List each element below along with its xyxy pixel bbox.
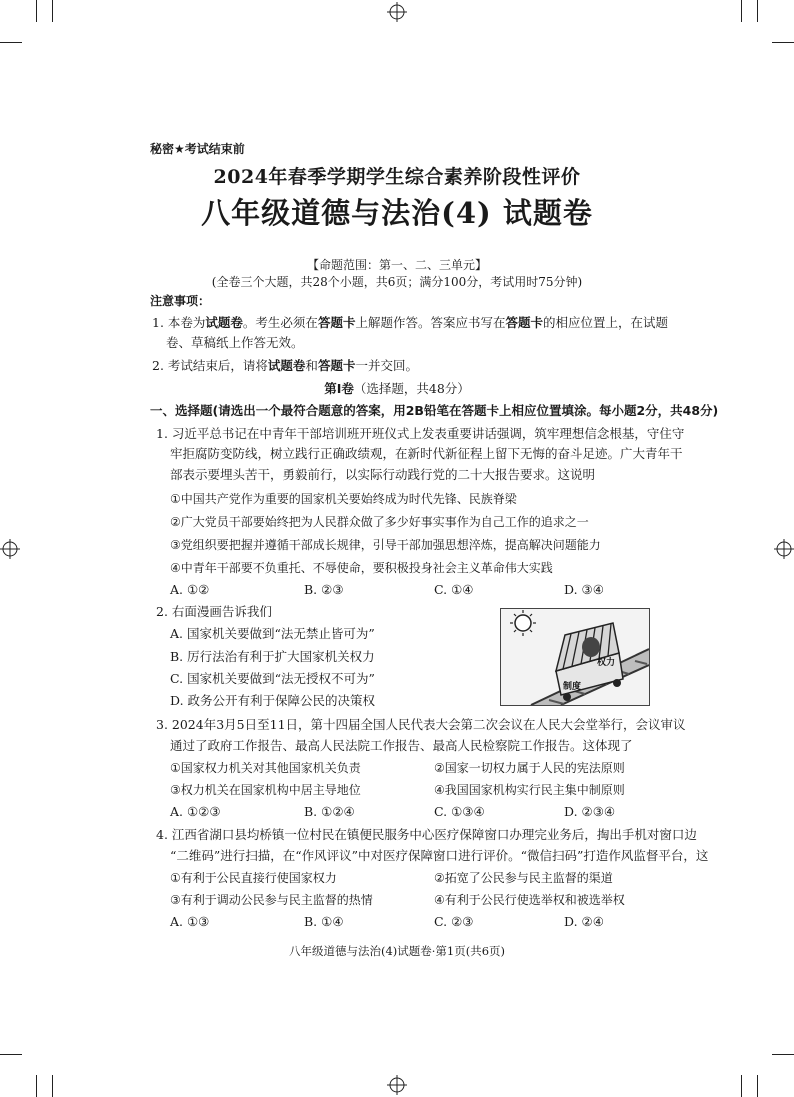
registration-mark-icon (387, 1075, 407, 1095)
q4-option-d: D. ②④ (564, 914, 604, 929)
q3-option-c: C. ①③④ (434, 804, 485, 819)
q2-option-c: C. 国家机关要做到“法无授权不可为” (170, 671, 375, 686)
cartoon-power-label: 权力 (597, 658, 616, 668)
notes-heading-text: 注意事项： (150, 294, 211, 308)
q4-option-a: A. ①③ (170, 914, 210, 929)
q1-statement-4: ④中青年干部要不负重托、不辱使命，要积极投身社会主义革命伟大实践 (170, 561, 553, 575)
section-heading: 一、选择题(请选出一个最符合题意的答案，用2B铅笔在答题卡上相应位置填涂。每小题2分，共48分) (150, 403, 719, 418)
registration-mark-icon (0, 539, 20, 559)
confidential-label: 秘密★考试结束前 (150, 142, 245, 156)
q1-stem-line-2: 牢拒腐防变防线，树立践行正确政绩观，在新时代新征程上留下无悔的奋斗足迹。广大青年干 (170, 446, 683, 461)
q1-statement-1: ①中国共产党作为重要的国家机关要始终成为时代先锋、民族脊梁 (170, 492, 517, 506)
q3-statement-3: ③权力机关在国家机构中居主导地位 (170, 783, 361, 797)
q4-stem-line-1: 4. 江西省湖口县均桥镇一位村民在镇便民服务中心医疗保障窗口办理完业务后，掏出手机对窗口边 (156, 827, 697, 842)
q1-stem-line-1: 1. 习近平总书记在中青年干部培训班开班仪式上发表重要讲话强调，筑牢理想信念根基，守住守 (156, 426, 685, 441)
q4-stem-line-2: “二维码”进行扫描，在“作风评议”中对医疗保障窗口进行评价。“微信扫码”打造作风监督平台，这 (170, 848, 709, 863)
q3-stem-line-1: 3. 2024年3月5日至11日，第十四届全国人民代表大会第二次会议在人民大会堂举行，会议审议 (156, 717, 686, 732)
q3-statement-1: ①国家权力机关对其他国家机关负责 (170, 761, 361, 775)
q2-option-a: A. 国家机关要做到“法无禁止皆可为” (170, 626, 375, 641)
q4-statement-1: ①有利于公民直接行使国家权力 (170, 871, 337, 885)
exam-info: (全卷三个大题，共28个小题，共6页；满分100分，考试用时75分钟) (211, 275, 583, 289)
registration-mark-icon (774, 539, 794, 559)
q1-option-b: B. ②③ (304, 582, 344, 597)
q2-option-b: B. 厉行法治有利于扩大国家机关权力 (170, 649, 375, 664)
registration-mark-icon (387, 2, 407, 22)
q3-option-a: A. ①②③ (170, 804, 221, 819)
q1-option-a: A. ①② (170, 582, 210, 597)
q2-stem: 2. 右面漫画告诉我们 (156, 604, 272, 619)
q1-statement-3: ③党组织要把握并遵循干部成长规律，引导干部加强思想淬炼，提高解决问题能力 (170, 538, 601, 552)
q2-option-d: D. 政务公开有利于保障公民的决策权 (170, 693, 376, 708)
q3-option-d: D. ②③④ (564, 804, 616, 819)
exam-scope: 【命题范围：第一、二、三单元】 (306, 258, 487, 272)
q1-option-c: C. ①④ (434, 582, 474, 597)
q4-option-b: B. ①④ (304, 914, 344, 929)
q3-statement-2: ②国家一切权力属于人民的宪法原则 (434, 761, 625, 775)
q4-option-c: C. ②③ (434, 914, 474, 929)
q2-cartoon-image (500, 608, 650, 706)
page-title: 八年级道德与法治(4) 试题卷 (201, 196, 593, 230)
sun-icon (510, 610, 536, 636)
q3-statement-4: ④我国国家机构实行民主集中制原则 (434, 783, 625, 797)
page-footer: 八年级道德与法治(4)试题卷·第1页(共6页) (288, 944, 506, 958)
cartoon-system-label: 制度 (563, 682, 582, 692)
part-title: 第Ⅰ卷（选择题，共48分） (324, 381, 470, 396)
cartoon-illustration (501, 609, 649, 705)
q4-statement-3: ③有利于调动公民参与民主监督的热情 (170, 893, 373, 907)
exam-series-title: 2024年春季学期学生综合素养阶段性评价 (213, 166, 581, 188)
q1-statement-2: ②广大党员干部要始终把为人民群众做了多少好事实事作为自己工作的追求之一 (170, 515, 589, 529)
q4-statement-4: ④有利于公民行使选举权和被选举权 (434, 893, 625, 907)
q1-option-d: D. ③④ (564, 582, 604, 597)
q3-stem-line-2: 通过了政府工作报告、最高人民法院工作报告、最高人民检察院工作报告。这体现了 (170, 738, 633, 753)
notes-item-1-line-1: 1. 本卷为试题卷。考生必须在答题卡上解题作答。答案应书写在答题卡的相应位置上，在试题 (152, 315, 668, 330)
q4-statement-2: ②拓宽了公民参与民主监督的渠道 (434, 871, 613, 885)
q1-stem-line-3: 部表示要埋头苦干，勇毅前行，以实际行动践行党的二十大报告要求。这说明 (170, 467, 596, 482)
notes-item-1-line-2: 卷、草稿纸上作答无效。 (166, 335, 304, 350)
notes-item-2: 2. 考试结束后，请将试题卷和答题卡一并交回。 (152, 358, 418, 373)
q3-option-b: B. ①②④ (304, 804, 355, 819)
